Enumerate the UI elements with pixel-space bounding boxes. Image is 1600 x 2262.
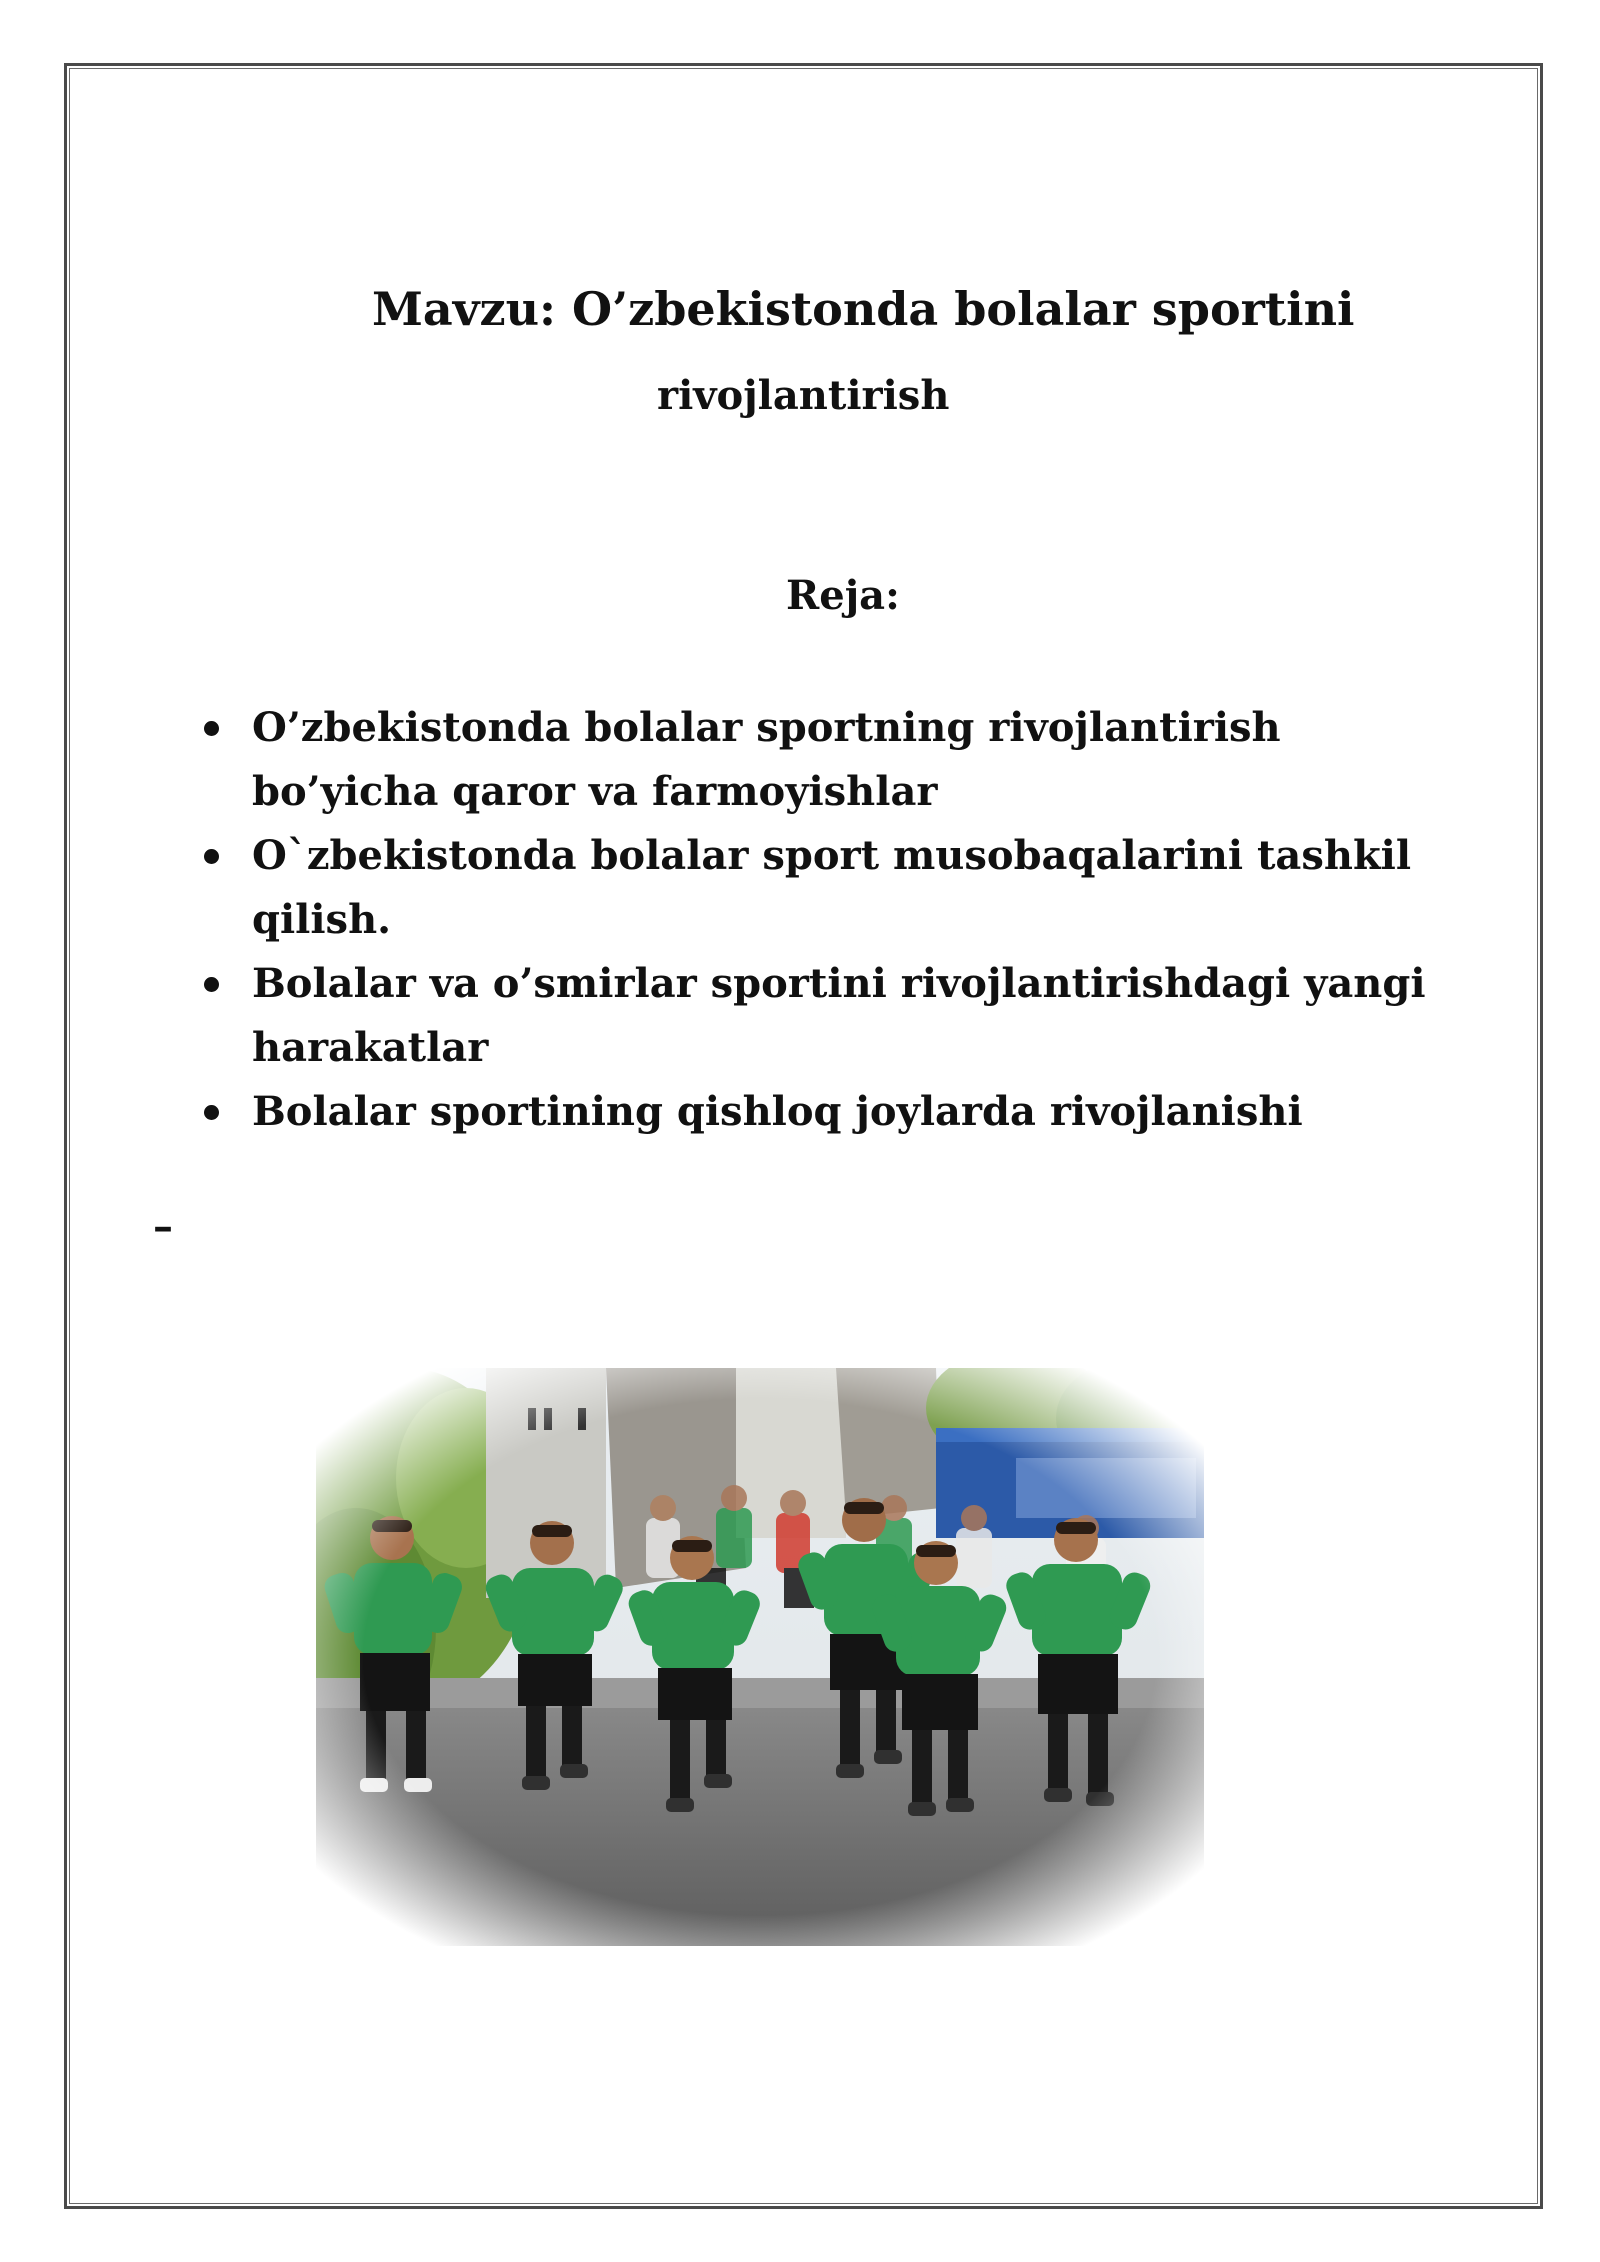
stray-dash: – <box>153 1203 173 1250</box>
plan-list <box>198 696 1438 1144</box>
bullet-icon <box>204 721 219 736</box>
plan-item-text: Bolalar va o’smirlar sportini rivojlantirishdagi yangi harakatlar <box>252 960 1426 1071</box>
children-running-photo <box>316 1368 1204 1946</box>
plan-item <box>198 696 1438 824</box>
photo-illustration <box>316 1368 1204 1946</box>
plan-heading: Reja: <box>786 572 900 619</box>
bullet-icon <box>204 1105 219 1120</box>
plan-item-text: O’zbekistonda bolalar sportning rivojlantirish bo’yicha qaror va farmoyishlar <box>252 704 1281 815</box>
plan-item <box>198 1080 1438 1144</box>
document-title-continued: rivojlantirish <box>657 372 950 419</box>
bullet-icon <box>204 977 219 992</box>
plan-item <box>198 824 1438 952</box>
plan-item-text: Bolalar sportining qishloq joylarda rivojlanishi <box>252 1088 1303 1135</box>
document-title: Mavzu: O’zbekistonda bolalar sportini <box>372 282 1355 336</box>
plan-item <box>198 952 1438 1080</box>
plan-item-text: O`zbekistonda bolalar sport musobaqalarini tashkil qilish. <box>252 832 1412 943</box>
bullet-icon <box>204 849 219 864</box>
